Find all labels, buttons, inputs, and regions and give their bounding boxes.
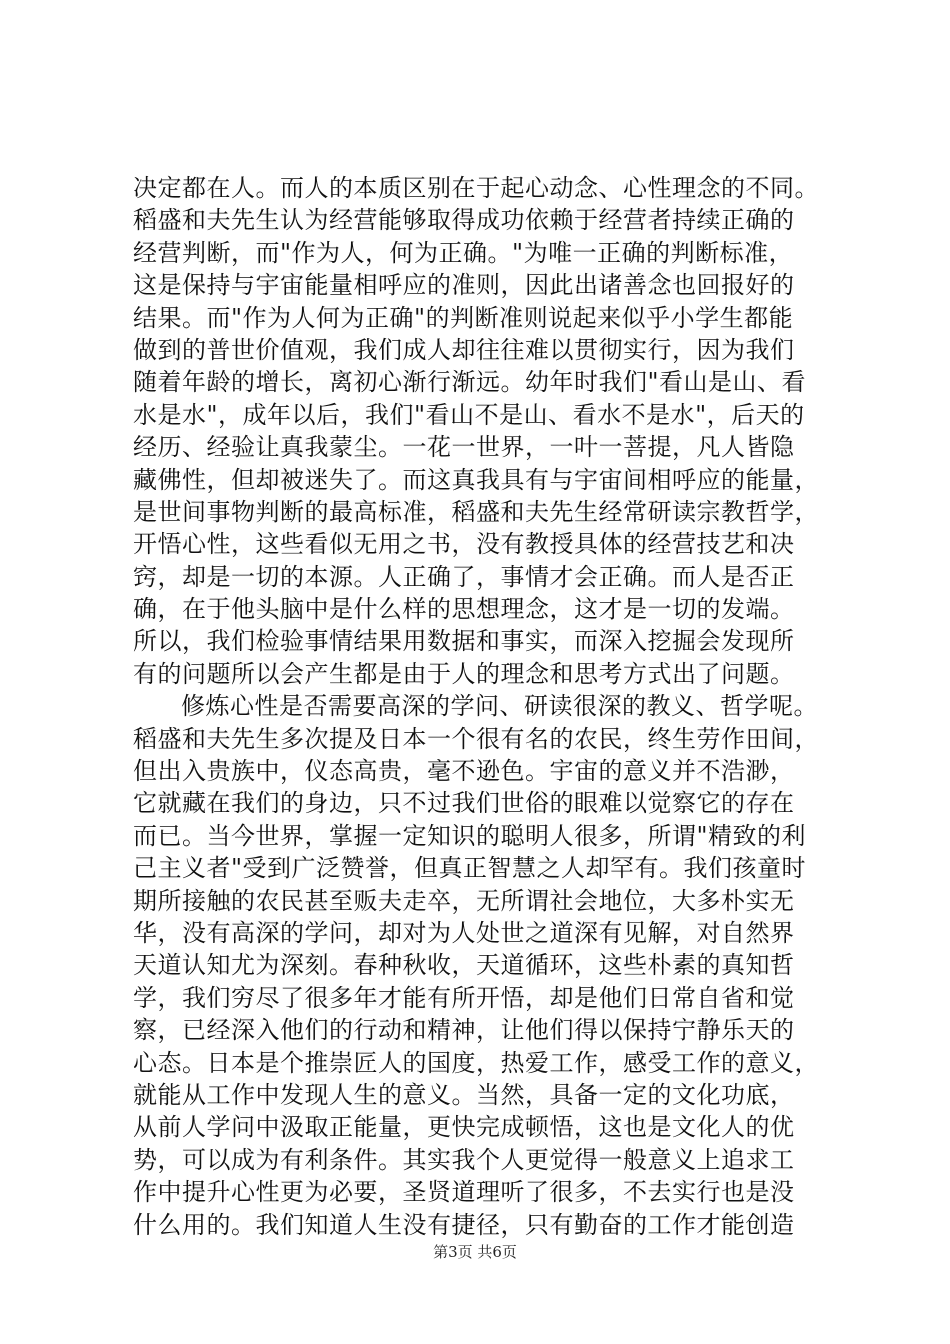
text-line: 藏佛性，但却被迷失了。而这真我具有与宇宙间相呼应的能量， <box>133 465 819 494</box>
text-line: 心态。日本是个推崇匠人的国度，热爱工作，感受工作的意义， <box>133 1048 819 1077</box>
text-line: 稻盛和夫先生多次提及日本一个很有名的农民，终生劳作田间， <box>133 724 819 753</box>
text-line: 是世间事物判断的最高标准，稻盛和夫先生经常研读宗教哲学， <box>133 497 819 526</box>
text-line: 稻盛和夫先生认为经营能够取得成功依赖于经营者持续正确的 <box>133 206 795 235</box>
text-line: 随着年龄的增长，离初心渐行渐远。幼年时我们"看山是山、看 <box>133 368 807 397</box>
text-line: 它就藏在我们的身边，只不过我们世俗的眼难以觉察它的存在 <box>133 789 795 818</box>
text-line: 己主义者"受到广泛赞誉，但真正智慧之人却罕有。我们孩童时 <box>133 854 807 883</box>
text-line: 察，已经深入他们的行动和精神，让他们得以保持宁静乐天的 <box>133 1016 795 1045</box>
text-line: 势，可以成为有利条件。其实我个人更觉得一般意义上追求工 <box>133 1145 795 1174</box>
text-line: 确，在于他头脑中是什么样的思想理念，这才是一切的发端。 <box>133 595 795 624</box>
text-line: 天道认知尤为深刻。春种秋收，天道循环，这些朴素的真知哲 <box>133 951 795 980</box>
text-line: 作中提升心性更为必要，圣贤道理听了很多，不去实行也是没 <box>133 1178 795 1207</box>
text-line: 但出入贵族中，仪态高贵，毫不逊色。宇宙的意义并不浩渺， <box>133 757 795 786</box>
text-line: 做到的普世价值观，我们成人却往往难以贯彻实行，因为我们 <box>133 335 795 364</box>
text-line: 就能从工作中发现人生的意义。当然，具备一定的文化功底， <box>133 1080 795 1109</box>
text-line: 经营判断，而"作为人，何为正确。"为唯一正确的判断标准， <box>133 238 794 267</box>
text-line: 开悟心性，这些看似无用之书，没有教授具体的经营技艺和决 <box>133 530 795 559</box>
text-line: 修炼心性是否需要高深的学问、研读很深的教义、哲学呢。 <box>181 692 818 721</box>
text-line: 华，没有高深的学问，却对为人处世之道深有见解，对自然界 <box>133 918 795 947</box>
text-line: 这是保持与宇宙能量相呼应的准则，因此出诸善念也回报好的 <box>133 271 795 300</box>
text-line: 什么用的。我们知道人生没有捷径，只有勤奋的工作才能创造 <box>133 1210 795 1239</box>
text-line: 期所接触的农民甚至贩夫走卒，无所谓社会地位，大多朴实无 <box>133 886 795 915</box>
text-line: 结果。而"作为人何为正确"的判断准则说起来似乎小学生都能 <box>133 303 794 332</box>
text-line: 所以，我们检验事情结果用数据和事实，而深入挖掘会发现所 <box>133 627 795 656</box>
document-body <box>133 172 853 1241</box>
text-line: 经历、经验让真我蒙尘。一花一世界，一叶一菩提，凡人皆隐 <box>133 433 795 462</box>
page-number-footer: 第3页 共6页 <box>433 1243 517 1261</box>
text-line: 从前人学问中汲取正能量，更快完成顿悟，这也是文化人的优 <box>133 1113 795 1142</box>
text-line: 窍，却是一切的本源。人正确了，事情才会正确。而人是否正 <box>133 562 795 591</box>
text-line: 水是水"，成年以后，我们"看山不是山、看水不是水"，后天的 <box>133 400 805 429</box>
text-line: 有的问题所以会产生都是由于人的理念和思考方式出了问题。 <box>133 659 795 688</box>
text-line: 而已。当今世界，掌握一定知识的聪明人很多，所谓"精致的利 <box>133 821 807 850</box>
text-line: 学，我们穷尽了很多年才能有所开悟，却是他们日常自省和觉 <box>133 983 795 1012</box>
text-line: 决定都在人。而人的本质区别在于起心动念、心性理念的不同。 <box>133 174 819 202</box>
